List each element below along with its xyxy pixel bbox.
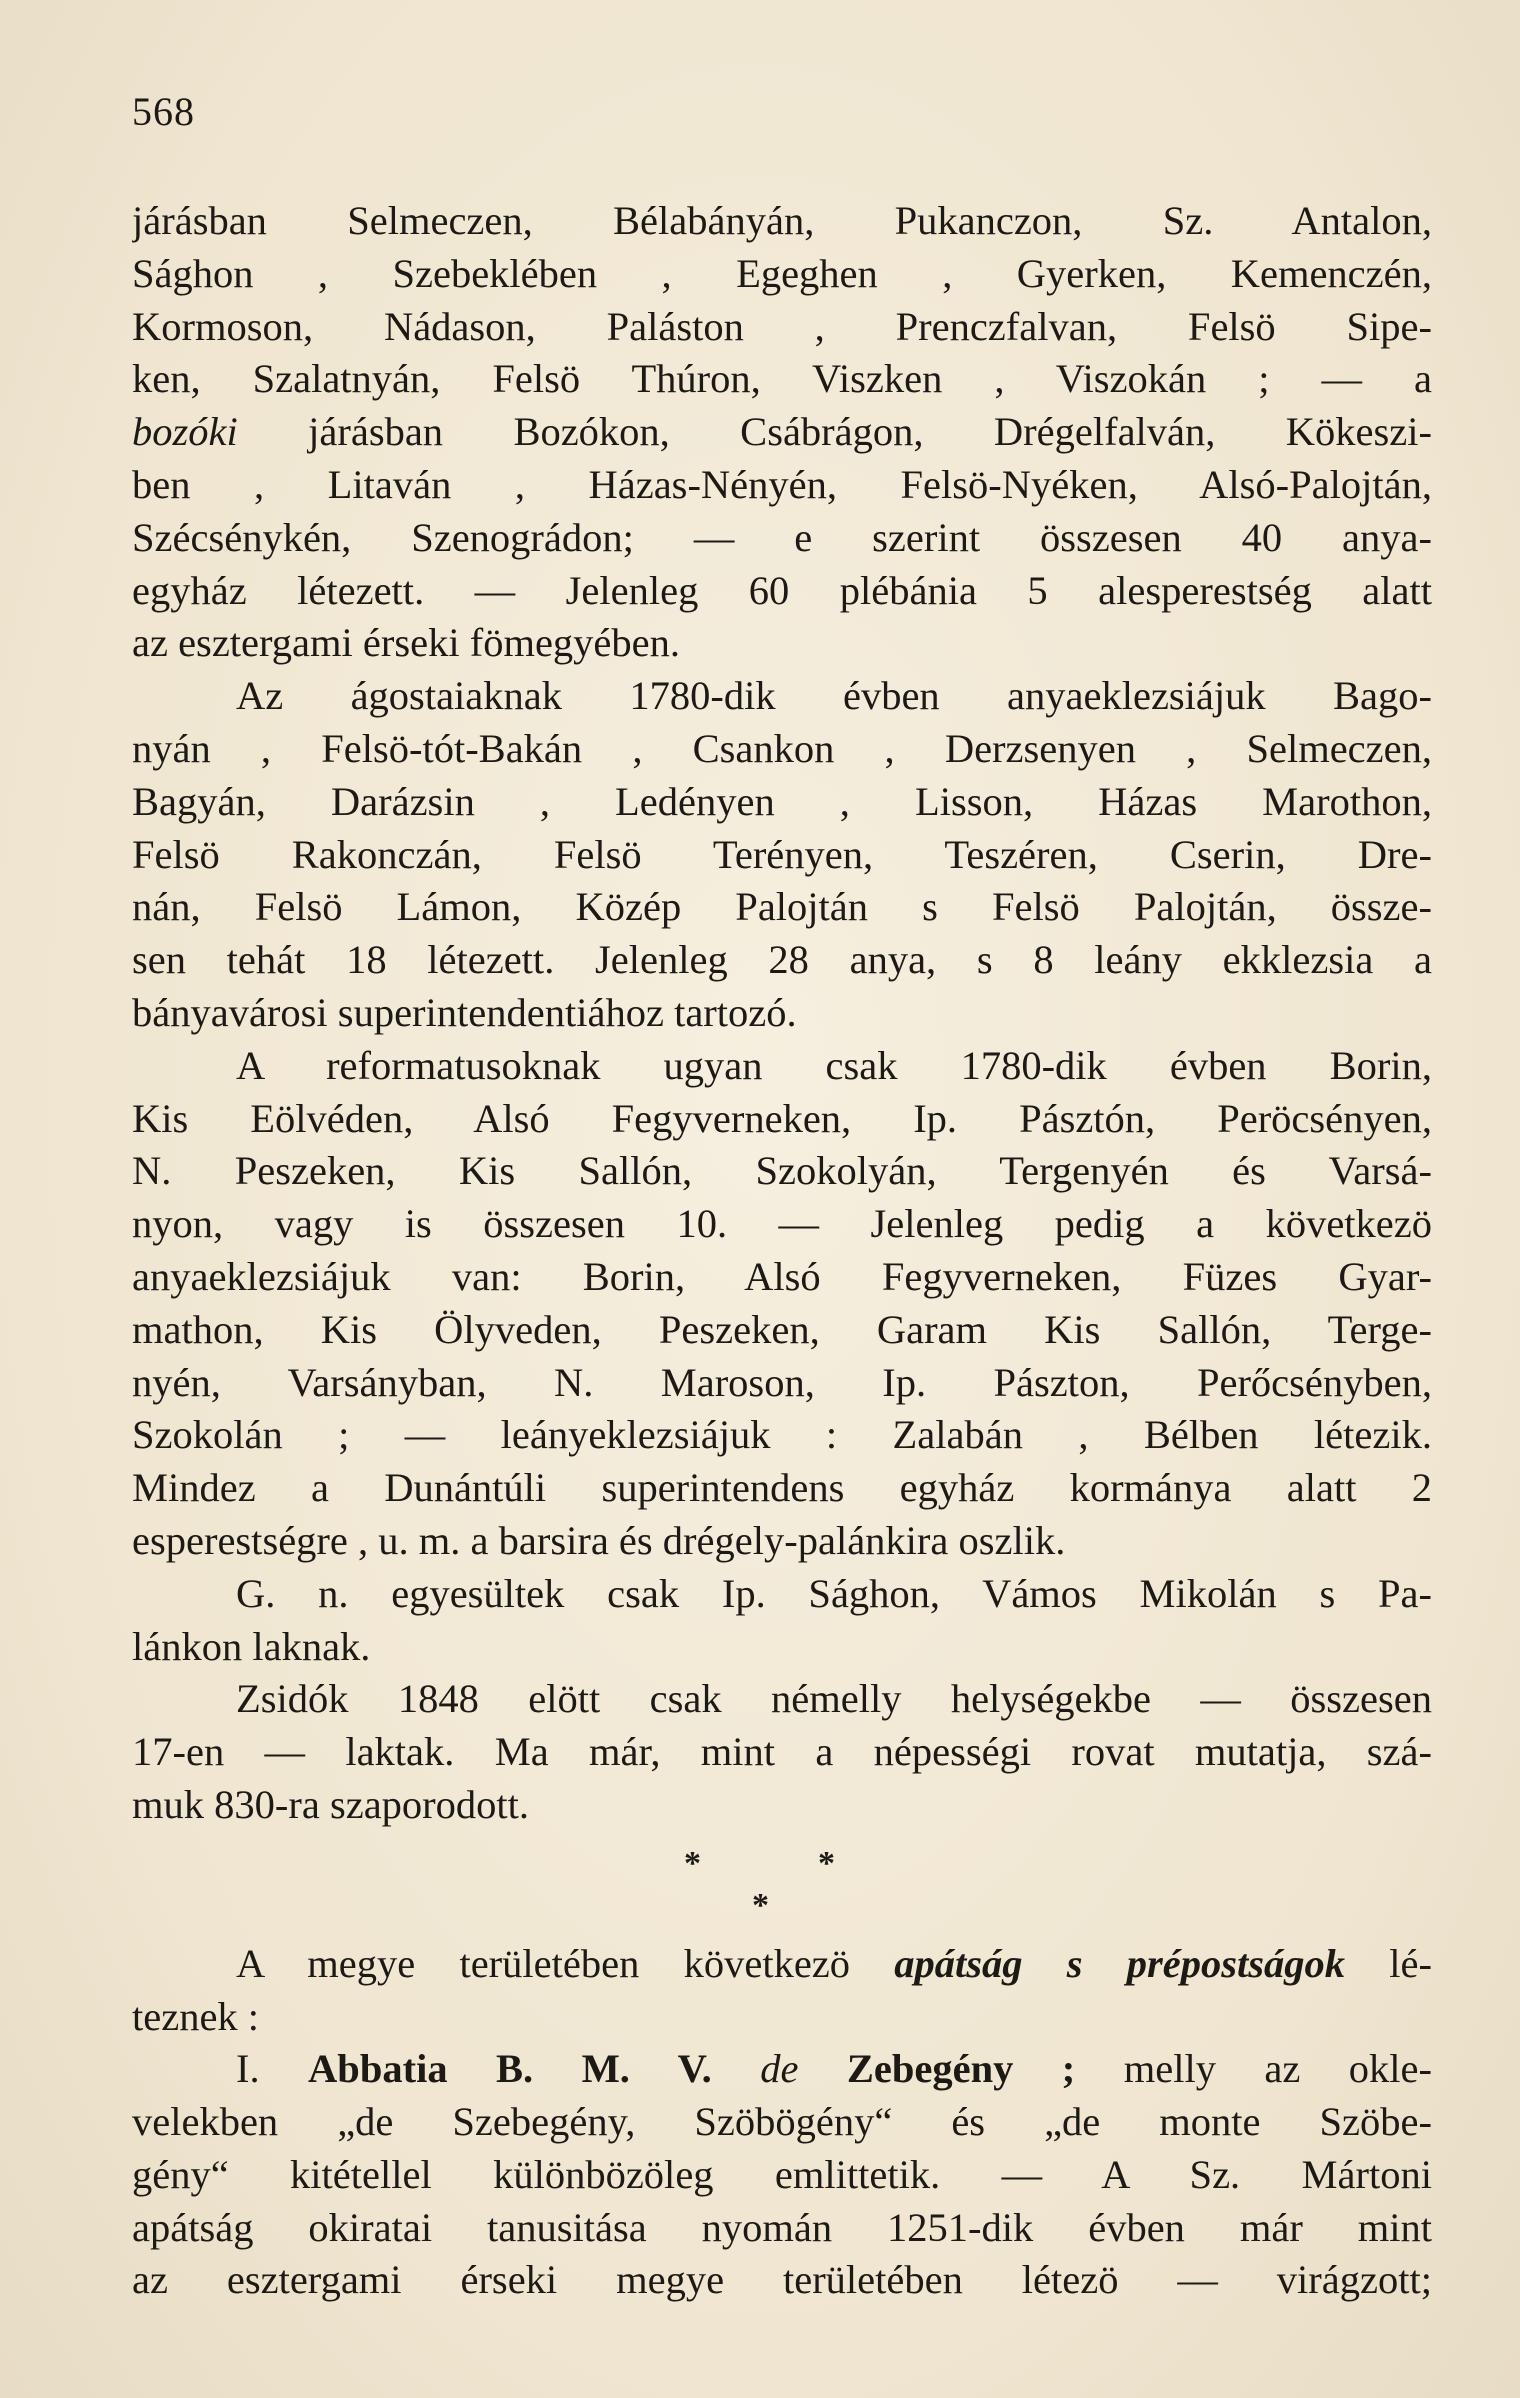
text-line: Mindez a Dunántúli superintendens egyház kormánya alatt 2 bbox=[132, 1465, 1432, 1511]
text-line: járásban Selmeczen, Bélabányán, Pukanczon, Sz. Antalon, bbox=[132, 198, 1432, 243]
italic-term: bozóki bbox=[132, 409, 238, 455]
text-line: anyaeklezsiájuk van: Borin, Alsó Fegyverneken, Füzes Gyar- bbox=[132, 1253, 1432, 1299]
text-line: Az ágostaiaknak 1780-dik évben anyaeklezsiájuk Bago- bbox=[236, 673, 1432, 719]
paragraph-6 bbox=[132, 1938, 1432, 2044]
text-line: muk 830-ra szaporodott. bbox=[132, 1781, 530, 1827]
text-line: ken, Szalatnyán, Felsö Thúron, Viszken , Viszokán ; — a bbox=[132, 356, 1432, 402]
text-line: nán, Felsö Lámon, Közép Palojtán s Felsö Palojtán, össze- bbox=[132, 884, 1432, 930]
text-line: bányavárosi superintendentiához tartozó. bbox=[132, 989, 797, 1035]
text-run: A megye területében következö bbox=[236, 1940, 895, 1986]
asterisk: * bbox=[818, 1844, 835, 1882]
bold-heading: Abbatia B. M. V. bbox=[308, 2046, 712, 2092]
text-line: G. n. egyesültek csak Ip. Sághon, Vámos Mikolán s Pa- bbox=[236, 1570, 1432, 1616]
text-line: Bagyán, Darázsin , Ledényen , Lisson, Házas Marothon, bbox=[132, 778, 1432, 824]
text-line: velekben „de Szebegény, Szöbögény“ és „de monte Szöbe- bbox=[132, 2099, 1432, 2145]
text-line: Kormoson, Nádason, Paláston , Prenczfalvan, Felsö Sipe- bbox=[132, 303, 1432, 349]
text-line: teznek : bbox=[132, 1993, 260, 2039]
text-line: Szécsénykén, Szenográdon; — e szerint összesen 40 anya- bbox=[132, 514, 1432, 560]
text-line: A reformatusoknak ugyan csak 1780-dik évben Borin, bbox=[236, 1042, 1432, 1088]
text-line: gény“ kitétellel különbözöleg emlittetik. — A Sz. Mártoni bbox=[132, 2151, 1432, 2197]
text-line: az esztergami érseki fömegyében. bbox=[132, 620, 680, 666]
paragraph-4 bbox=[132, 1568, 1432, 1674]
text-line: Sághon , Szebeklében , Egeghen , Gyerken, Kemenczén, bbox=[132, 250, 1432, 296]
page-body bbox=[132, 195, 1432, 2307]
paragraph-7 bbox=[132, 2043, 1432, 2307]
page-number: 568 bbox=[132, 89, 195, 134]
italic-term: apátság s prépostságok bbox=[894, 1940, 1346, 1986]
text-line: esperestségre , u. m. a barsira és drégely-palánkira oszlik. bbox=[132, 1517, 1066, 1563]
text-line: Zsidók 1848 elött csak némelly helységekbe — összesen bbox=[236, 1676, 1432, 1722]
text-run: lé- bbox=[1345, 1940, 1432, 1986]
text-line: Felsö Rakonczán, Felsö Terényen, Teszéren, Cserin, Dre- bbox=[132, 831, 1432, 877]
bold-heading: Zebegény ; bbox=[846, 2046, 1076, 2092]
text-line bbox=[132, 2043, 1432, 2096]
asterisk: * bbox=[752, 1886, 769, 1924]
paragraph-1 bbox=[132, 195, 1432, 670]
text-run: járásban Bozókon, Csábrágon, Drégelfalván, Kökeszi- bbox=[237, 409, 1432, 455]
text-run: I. bbox=[236, 2046, 309, 2092]
text-line: N. Peszeken, Kis Sallón, Szokolyán, Tergenyén és Varsá- bbox=[132, 1148, 1432, 1194]
asterisk: * bbox=[684, 1844, 701, 1882]
text-line: sen tehát 18 létezett. Jelenleg 28 anya, s 8 leány ekklezsia a bbox=[132, 937, 1432, 983]
text-line: mathon, Kis Ölyveden, Peszeken, Garam Kis Sallón, Terge- bbox=[132, 1306, 1432, 1352]
text-line: apátság okiratai tanusitása nyomán 1251-dik évben már mint bbox=[132, 2204, 1432, 2250]
text-line: az esztergami érseki megye területében létezö — virágzott; bbox=[132, 2257, 1432, 2303]
text-line: ben , Litaván , Házas-Nényén, Felsö-Nyéken, Alsó-Palojtán, bbox=[132, 461, 1432, 507]
text-line: nyon, vagy is összesen 10. — Jelenleg pedig a következö bbox=[132, 1201, 1432, 1247]
section-asterism bbox=[132, 1832, 1432, 1938]
paragraph-3 bbox=[132, 1040, 1432, 1568]
text-run: melly az okle- bbox=[1075, 2046, 1432, 2092]
text-line bbox=[132, 406, 1432, 459]
text-line: nyén, Varsányban, N. Maroson, Ip. Pászton, Perőcsényben, bbox=[132, 1359, 1432, 1405]
italic-term: de bbox=[711, 2046, 847, 2092]
text-line bbox=[132, 1938, 1432, 1991]
text-line: egyház létezett. — Jelenleg 60 plébánia 5 alesperestség alatt bbox=[132, 567, 1432, 613]
text-line: 17-en — laktak. Ma már, mint a népességi rovat mutatja, szá- bbox=[132, 1729, 1432, 1775]
paragraph-2 bbox=[132, 670, 1432, 1040]
paragraph-5 bbox=[132, 1673, 1432, 1831]
text-line: Szokolán ; — leányeklezsiájuk : Zalabán , Bélben létezik. bbox=[132, 1412, 1432, 1458]
text-line: lánkon laknak. bbox=[132, 1623, 371, 1669]
text-line: Kis Eölvéden, Alsó Fegyverneken, Ip. Pásztón, Peröcsényen, bbox=[132, 1095, 1432, 1141]
text-line: nyán , Felsö-tót-Bakán , Csankon , Derzsenyen , Selmeczen, bbox=[132, 725, 1432, 771]
